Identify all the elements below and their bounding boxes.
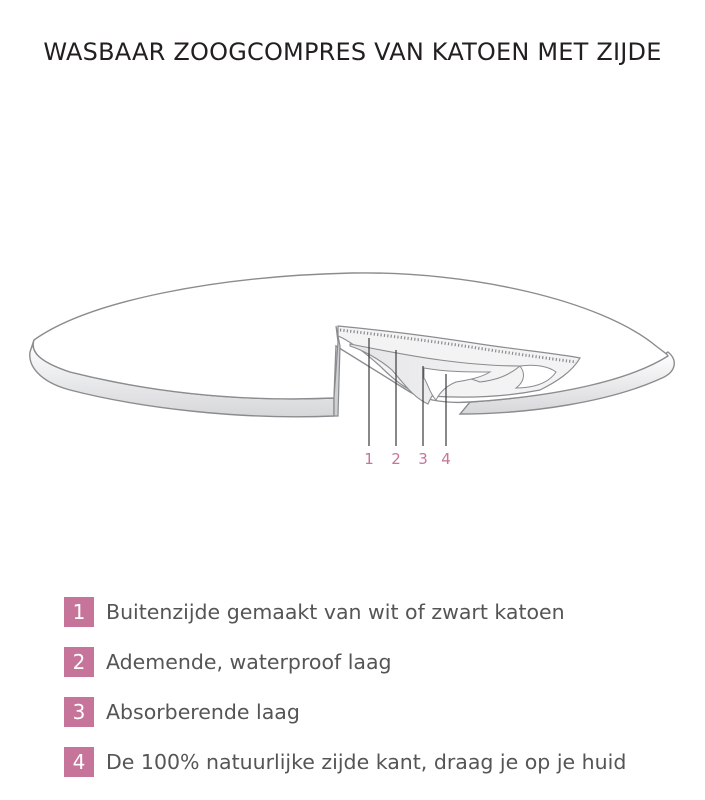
legend-text: Buitenzijde gemaakt van wit of zwart katoen — [106, 600, 565, 624]
legend-number-badge: 3 — [64, 697, 94, 727]
legend-item — [64, 696, 684, 728]
legend — [64, 596, 684, 796]
legend-item — [64, 746, 684, 778]
callout-number-4: 4 — [441, 450, 451, 468]
legend-item — [64, 596, 684, 628]
callout-number-1: 1 — [364, 450, 374, 468]
callout-number-3: 3 — [418, 450, 428, 468]
page-title: WASBAAR ZOOGCOMPRES VAN KATOEN MET ZIJDE — [43, 38, 662, 66]
legend-item — [64, 646, 684, 678]
callout-number-2: 2 — [391, 450, 401, 468]
legend-text: Absorberende laag — [106, 700, 300, 724]
legend-number-badge: 2 — [64, 647, 94, 677]
legend-text: Ademende, waterproof laag — [106, 650, 392, 674]
legend-number-badge: 4 — [64, 747, 94, 777]
legend-text: De 100% natuurlijke zijde kant, draag je op je huid — [106, 750, 627, 774]
legend-number-badge: 1 — [64, 597, 94, 627]
